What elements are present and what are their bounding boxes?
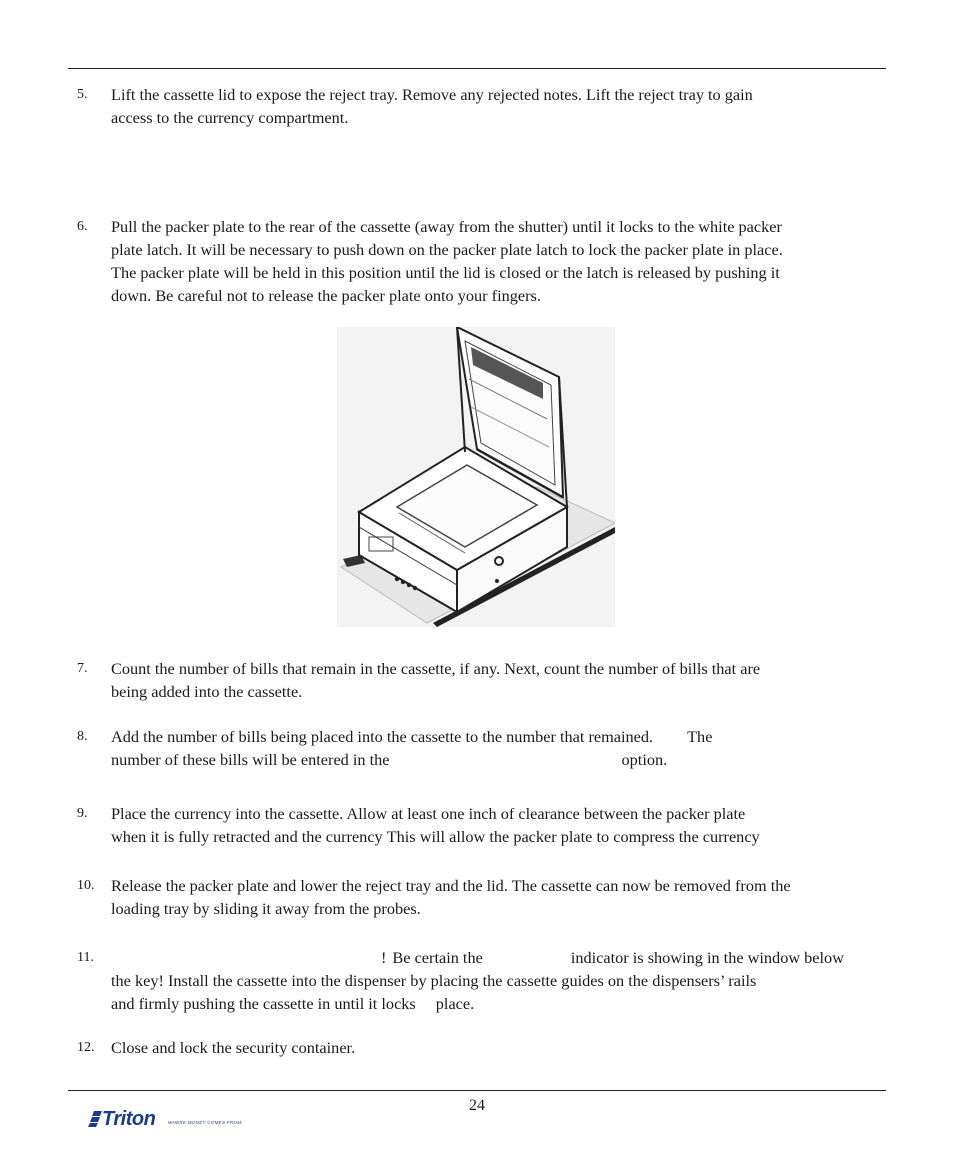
step-text: number of these bills will be entered in the — [111, 750, 390, 769]
step-text-line: loading tray by sliding it away from the probes. — [111, 899, 421, 918]
step-text: indicator is showing in the window below — [570, 948, 844, 967]
step-5 — [77, 83, 907, 129]
step-text-line: the key! Install the cassette into the dispenser by placing the cassette guides on the dispensers’ rails — [111, 971, 757, 990]
step-10 — [77, 874, 907, 920]
logo-wordmark: Triton — [102, 1108, 156, 1130]
logo-tagline: WHERE MONEY COMES FROM. — [168, 1120, 243, 1125]
step-text-line: down. Be careful not to release the packer plate onto your fingers. — [111, 286, 541, 305]
step-number: 12. — [77, 1040, 95, 1055]
step-number: 7. — [77, 661, 88, 676]
step-text-line: The packer plate will be held in this position until the lid is closed or the latch is released by pushing it — [111, 263, 780, 282]
step-8 — [77, 725, 907, 771]
step-number: 6. — [77, 219, 88, 234]
step-text: Be certain the — [392, 948, 483, 967]
step-6 — [77, 215, 907, 307]
step-text: This will allow the packer plate to compress the currency — [386, 827, 760, 846]
header-rule — [68, 68, 886, 69]
step-number: 11. — [77, 950, 94, 965]
step-number: 10. — [77, 878, 95, 893]
step-11 — [77, 946, 907, 1015]
step-9 — [77, 802, 907, 848]
step-number: 8. — [77, 729, 88, 744]
step-text-line: Count the number of bills that remain in the cassette, if any. Next, count the number of bills that are — [111, 659, 761, 678]
step-text-line: Pull the packer plate to the rear of the cassette (away from the shutter) until it locks to the white packer — [111, 217, 782, 236]
step-number: 9. — [77, 806, 88, 821]
step-12 — [77, 1036, 907, 1059]
triton-logo — [88, 1108, 258, 1136]
triton-logo-icon — [88, 1111, 102, 1127]
step-text-line: Close and lock the security container. — [111, 1038, 356, 1057]
step-text: place. — [435, 994, 475, 1013]
step-7 — [77, 657, 907, 703]
step-text-line: plate latch. It will be necessary to push down on the packer plate latch to lock the packer plate in place. — [111, 240, 783, 259]
step-text-line: Release the packer plate and lower the reject tray and the lid. The cassette can now be removed from the — [111, 876, 791, 895]
cassette-illustration — [337, 327, 615, 627]
step-text: and firmly pushing the cassette in until it locks — [111, 994, 416, 1013]
step-text: The — [687, 727, 713, 746]
step-text: when it is fully retracted and the currency — [111, 827, 383, 846]
step-number: 5. — [77, 87, 88, 102]
footer-rule — [68, 1090, 886, 1091]
step-text-line: being added into the cassette. — [111, 682, 303, 701]
step-text-line: Lift the cassette lid to expose the reject tray. Remove any rejected notes. Lift the reject tray to gain — [111, 85, 753, 104]
step-text-line: Place the currency into the cassette. Allow at least one inch of clearance between the packer plate — [111, 804, 746, 823]
step-text: ! — [381, 948, 387, 967]
step-text: Add the number of bills being placed into the cassette to the number that remained. — [111, 727, 654, 746]
step-text-line: access to the currency compartment. — [111, 108, 349, 127]
step-text: option. — [621, 750, 668, 769]
page-number: 24 — [469, 1097, 485, 1114]
